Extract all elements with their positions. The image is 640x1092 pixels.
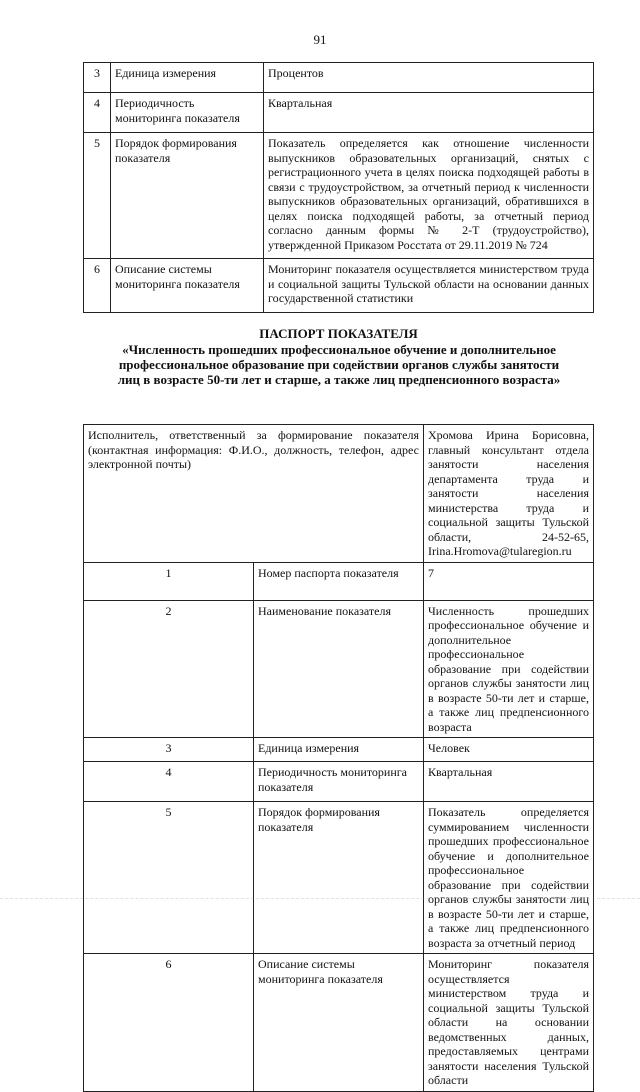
row-number: 1	[84, 562, 254, 600]
table-row	[84, 738, 594, 762]
row-label: Порядок формирования показателя	[254, 802, 424, 954]
table-row	[84, 562, 594, 600]
table-row	[84, 259, 594, 313]
table-row	[84, 954, 594, 1092]
row-number: 5	[84, 802, 254, 954]
table-row	[84, 63, 594, 93]
table-row	[84, 762, 594, 802]
row-value: Мониторинг показателя осуществляется министерством труда и социальной защиты Тульской области на основании данных государственной статистики	[264, 259, 594, 313]
row-label: Периодичность мониторинга показателя	[254, 762, 424, 802]
executor-label: Исполнитель, ответственный за формирование показателя (контактная информация: Ф.И.О., должность, телефон, адрес электронной почты)	[84, 425, 424, 563]
row-value: Показатель определяется суммированием численности прошедших профессиональное обучение и дополнительное профессиональное образование при содействии органов службы занятости лиц в возрасте 50-ти лет и старше, а также лиц предпенсионного возраста за отчетный период	[424, 802, 594, 954]
row-value: Мониторинг показателя осуществляется министерством труда и социальной защиты Тульской области на основании ведомственных данных, предоставляемых центрами занятости населения Тульской области	[424, 954, 594, 1092]
row-label: Порядок формирования показателя	[111, 133, 264, 259]
row-number: 3	[84, 63, 111, 93]
passport-table	[83, 424, 594, 1092]
row-value: Процентов	[264, 63, 594, 93]
indicator-table-continued	[83, 62, 594, 313]
row-label: Периодичность мониторинга показателя	[111, 93, 264, 133]
row-value: Квартальная	[264, 93, 594, 133]
passport-title: ПАСПОРТ ПОКАЗАТЕЛЯ	[259, 326, 418, 341]
row-number: 6	[84, 259, 111, 313]
table-row	[84, 133, 594, 259]
page-number: 91	[313, 32, 327, 47]
row-number: 4	[84, 762, 254, 802]
executor-value: Хромова Ирина Борисовна, главный консультант отдела занятости населения департамента труда и занятости населения министерства труда и социальной защиты Тульской области, 24-52-65, Irina.Hromova@tularegion.ru	[424, 425, 594, 563]
row-number: 4	[84, 93, 111, 133]
scan-edge-artifact	[0, 898, 640, 902]
row-label: Номер паспорта показателя	[254, 562, 424, 600]
table-row	[84, 600, 594, 738]
row-label: Наименование показателя	[254, 600, 424, 738]
row-value: 7	[424, 562, 594, 600]
row-label: Единица измерения	[254, 738, 424, 762]
row-label: Единица измерения	[111, 63, 264, 93]
table-row	[84, 93, 594, 133]
row-number: 2	[84, 600, 254, 738]
row-number: 3	[84, 738, 254, 762]
table-row	[84, 802, 594, 954]
row-number: 6	[84, 954, 254, 1092]
passport-subtitle: «Численность прошедших профессиональное обучение и дополнительное профессиональное образование при содействии органов службы занятости лиц в возрасте 50-ти лет и старше, а также лиц предпенсионного возраста»	[117, 342, 561, 387]
executor-row	[84, 425, 594, 563]
row-value: Численность прошедших профессиональное обучение и дополнительное профессиональное образование при содействии органов службы занятости лиц в возрасте 50-ти лет и старше, а также лиц предпенсионного возраста	[424, 600, 594, 738]
row-value: Квартальная	[424, 762, 594, 802]
row-label: Описание системы мониторинга показателя	[254, 954, 424, 1092]
row-number: 5	[84, 133, 111, 259]
row-value: Показатель определяется как отношение численности выпускников образовательных организаций, снятых с регистрационного учета в целях поиска подходящей работы в связи с трудоустройством, за отчетный период к численности выпускников образовательных организаций, обратившихся в целях поиска подходящей работы, за отчетный период согласно данным формы № 2-Т (трудоустройство), утвержденной Приказом Росстата от 29.11.2019 № 724	[264, 133, 594, 259]
row-label: Описание системы мониторинга показателя	[111, 259, 264, 313]
row-value: Человек	[424, 738, 594, 762]
